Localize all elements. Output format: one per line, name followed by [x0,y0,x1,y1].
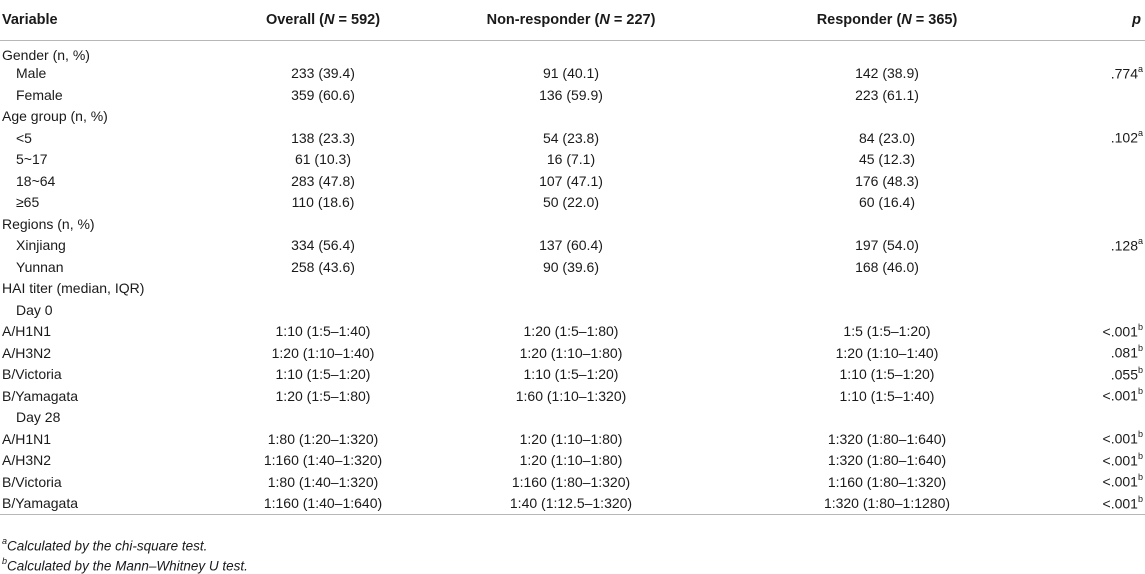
p-value-footnote-mark: a [1137,63,1143,74]
cell-responder: 1:320 (1:80–1:640) [827,452,947,469]
cell-responder [709,40,1065,63]
header-non-responder: Non-responder (N = 227) [433,0,709,40]
cell-responder [709,299,1065,321]
table-row [0,385,1145,407]
cell-non-responder: 16 (7.1) [546,151,596,168]
p-value-footnote-mark: b [1137,450,1143,461]
cell-non-responder [433,278,709,300]
cell-responder: 60 (16.4) [858,194,916,211]
table-row [0,299,1145,321]
cell-p-value: <.001$^b$ [1102,429,1143,448]
cell-overall: 1:20 (1:5–1:80) [275,387,371,404]
header-responder: Responder (N = 365) [709,0,1065,40]
cell-responder: 1:5 (1:5–1:20) [843,323,931,340]
cell-overall [213,106,433,128]
table-row [0,63,1145,85]
row-label: Age group (n, %) [2,108,108,125]
cell-p-value [1065,256,1145,278]
table-row [0,471,1145,493]
cell-overall: 283 (47.8) [291,172,355,189]
row-label: 18~64 [16,172,56,189]
cell-responder: 142 (38.9) [855,65,919,82]
cell-non-responder [433,40,709,63]
cell-non-responder: 136 (59.9) [539,86,603,103]
cell-p-value [1065,213,1145,235]
cell-non-responder [433,106,709,128]
row-label: A/H3N2 [2,344,52,361]
row-label: A/H1N1 [2,323,52,340]
row-label: ≥65 [16,194,40,211]
table-row [0,40,1145,63]
cell-overall: 258 (43.6) [291,258,355,275]
row-label: A/H1N1 [2,430,52,447]
cell-overall [213,40,433,63]
table-row [0,127,1145,149]
cell-responder [709,213,1065,235]
row-label: Day 0 [16,301,53,318]
cell-overall: 110 (18.6) [291,194,355,211]
cell-p-value [1065,170,1145,192]
cell-non-responder: 1:20 (1:5–1:80) [523,323,619,340]
cell-non-responder [433,299,709,321]
cell-overall: 1:160 (1:40–1:640) [213,493,433,515]
row-label: Male [16,65,47,82]
row-label: Gender (n, %) [2,46,90,63]
cell-overall [213,213,433,235]
cell-non-responder: 90 (39.6) [542,258,600,275]
row-label: B/Victoria [2,473,62,490]
cell-responder: 1:20 (1:10–1:40) [835,344,939,361]
cell-non-responder: 1:20 (1:10–1:80) [519,430,623,447]
cell-non-responder: 1:40 (1:12.5–1:320) [433,493,709,515]
header-row [0,0,1145,40]
table-row [0,450,1145,472]
cell-non-responder: 107 (47.1) [539,172,603,189]
cell-responder [709,278,1065,300]
table-row [0,342,1145,364]
cell-p-value: .102$^a$ [1110,128,1143,147]
cell-overall: 1:160 (1:40–1:320) [263,452,383,469]
p-value-footnote-mark: b [1137,493,1143,504]
cell-p-value: <.001$^b$ [1102,386,1143,405]
row-label: Female [16,86,63,103]
cell-p-value: <.001$^b$ [1102,472,1143,491]
cell-p-value [1065,192,1145,214]
cell-responder: 1:320 (1:80–1:640) [827,430,947,447]
table-row [0,235,1145,257]
cell-responder: 1:10 (1:5–1:20) [839,366,935,383]
header-p-value: p [1065,0,1145,40]
cell-overall: 233 (39.4) [291,65,355,82]
cell-non-responder: 1:20 (1:10–1:80) [519,452,623,469]
cell-non-responder: 137 (60.4) [539,237,603,254]
row-label: B/Victoria [2,366,62,383]
cell-p-value: <.001$^b$ [1102,450,1143,469]
cell-responder: 176 (48.3) [855,172,919,189]
cell-responder: 168 (46.0) [855,258,919,275]
cell-p-value: .774$^a$ [1110,63,1143,82]
cell-non-responder: 1:10 (1:5–1:20) [523,366,619,383]
cell-p-value: .055$^b$ [1110,364,1143,383]
cell-responder: 1:10 (1:5–1:40) [839,387,935,404]
table-row [0,192,1145,214]
cell-responder: 223 (61.1) [855,86,919,103]
cell-responder: 1:160 (1:80–1:320) [827,473,947,490]
row-label: Xinjiang [16,237,66,254]
cell-p-value [1065,106,1145,128]
row-label: <5 [16,129,32,146]
cell-non-responder: 1:60 (1:10–1:320) [515,387,627,404]
cell-p-value [1065,149,1145,171]
cell-overall: 334 (56.4) [291,237,355,254]
table-header [0,0,1145,40]
cell-non-responder: 1:160 (1:80–1:320) [511,473,631,490]
table-row [0,106,1145,128]
p-value-footnote-mark: a [1137,128,1143,139]
cell-p-value [1065,278,1145,300]
table-row [0,321,1145,343]
table-row [0,364,1145,386]
p-value-footnote-mark: b [1137,386,1143,397]
p-value-footnote-mark: b [1137,472,1143,483]
p-value-footnote-mark: a [1137,235,1143,246]
row-label: Regions (n, %) [2,215,95,232]
cell-p-value [1065,299,1145,321]
cell-overall: 61 (10.3) [294,151,352,168]
cell-p-value [1065,407,1145,429]
p-value-footnote-mark: b [1137,364,1143,375]
cell-responder: 84 (23.0) [858,129,916,146]
cell-overall: 359 (60.6) [291,86,355,103]
footnote-b: $^b$Calculated by the Mann–Whitney U test. [2,556,248,574]
table-row [0,428,1145,450]
cell-responder [709,106,1065,128]
cell-p-value: <.001$^b$ [1102,321,1143,340]
row-label: B/Yamagata [0,493,213,515]
p-value-footnote-mark: b [1137,321,1143,332]
cell-p-value: <.001$^b$ [1065,493,1145,515]
row-label: B/Yamagata [2,387,79,404]
cell-overall [213,278,433,300]
row-label: 5~17 [16,151,48,168]
table-body [0,40,1145,514]
table-row [0,170,1145,192]
row-label: HAI titer (median, IQR) [2,280,145,297]
cell-responder: 45 (12.3) [858,151,916,168]
p-value-footnote-mark: b [1137,343,1143,354]
cell-non-responder: 1:20 (1:10–1:80) [519,344,623,361]
table-row [0,84,1145,106]
table-row [0,493,1145,515]
row-label: A/H3N2 [2,452,52,469]
cell-overall [213,407,433,429]
cell-non-responder: 91 (40.1) [542,65,600,82]
table-row [0,278,1145,300]
cell-non-responder [433,407,709,429]
cell-non-responder: 50 (22.0) [542,194,600,211]
cell-responder: 1:320 (1:80–1:1280) [709,493,1065,515]
row-label: Yunnan [16,258,64,275]
cell-responder [709,407,1065,429]
header-variable: Variable [0,0,213,40]
cell-overall: 1:10 (1:5–1:40) [275,323,371,340]
cell-p-value: .128$^a$ [1110,235,1143,254]
cell-non-responder [433,213,709,235]
p-value-footnote-mark: b [1137,429,1143,440]
table-row [0,407,1145,429]
header-overall: Overall (N = 592) [213,0,433,40]
row-label: Day 28 [16,409,61,426]
table-row [0,149,1145,171]
cell-p-value [1065,40,1145,63]
cell-overall: 1:10 (1:5–1:20) [275,366,371,383]
cell-overall: 1:80 (1:20–1:320) [267,430,379,447]
cell-overall: 1:20 (1:10–1:40) [271,344,375,361]
cell-responder: 197 (54.0) [855,237,919,254]
cell-overall [213,299,433,321]
table-row [0,213,1145,235]
cell-overall: 138 (23.3) [291,129,355,146]
cell-p-value: .081$^b$ [1110,343,1143,362]
footnote-a: $^a$Calculated by the chi-square test. [2,536,208,554]
cell-overall: 1:80 (1:40–1:320) [267,473,379,490]
cell-p-value [1065,84,1145,106]
cell-non-responder: 54 (23.8) [542,129,600,146]
table-row [0,256,1145,278]
